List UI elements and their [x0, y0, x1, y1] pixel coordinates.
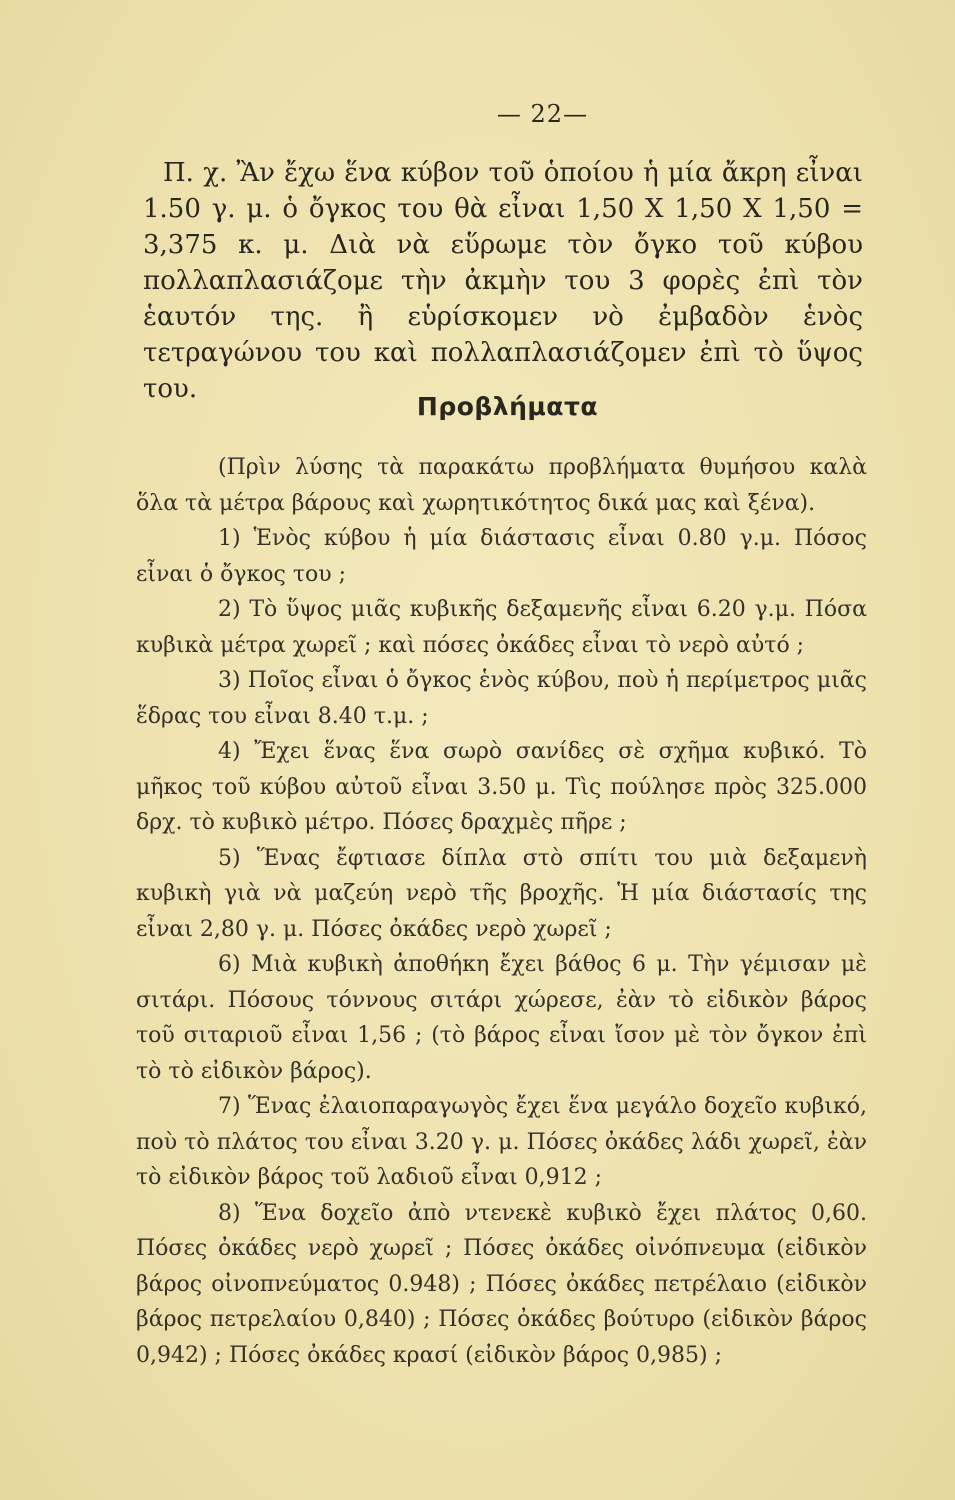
problem-item: 2) Τὸ ὕψος μιᾶς κυβικῆς δεξαμενῆς εἶναι 6.20 γ.μ. Πόσα κυβικὰ μέτρα χωρεῖ ; καὶ πόσες ὀκάδες εἶναι τὸ νερὸ αὐτό ;: [136, 597, 867, 658]
problems-note: (Πρὶν λύσης τὰ παρακάτω προβλήματα θυμήσου καλὰ ὅλα τὰ μέτρα βάρους καὶ χωρητικότητος δικά μας καὶ ξένα).: [136, 455, 867, 516]
problem-item: 6) Μιὰ κυβικὴ ἀποθήκη ἔχει βάθος 6 μ. Τὴν γέμισαν μὲ σιτάρι. Πόσους τόννους σιτάρι χώρεσε, ἐὰν τὸ εἰδικὸν βάρος τοῦ σιταριοῦ εἶναι 1,56 ; (τὸ βάρος εἶναι ἴσον μὲ τὸν ὄγκον ἐπὶ τὸ τὸ εἰδικὸν βάρος).: [136, 952, 867, 1084]
problem-item: 5) Ἕνας ἔφτιασε δίπλα στὸ σπίτι του μιὰ δεξαμενὴ κυβικὴ γιὰ νὰ μαζεύη νερὸ τῆς βροχῆς. Ἡ μία διάστασίς της εἶναι 2,80 γ. μ. Πόσες ὀκάδες νερὸ χωρεῖ ;: [136, 845, 867, 942]
problem-item: 1) Ἑνὸς κύβου ἡ μία διάστασις εἶναι 0.80 γ.μ. Πόσος εἶναι ὁ ὄγκος του ;: [136, 526, 867, 587]
problem-item: 8) Ἕνα δοχεῖο ἀπὸ ντενεκὲ κυβικὸ ἔχει πλάτος 0,60. Πόσες ὀκάδες νερὸ χωρεῖ ; Πόσες ὀκάδες οἰνόπνευμα (εἰδικὸν βάρος οἰνοπνεύματος 0.948) ; Πόσες ὀκάδες πετρέλαιο (εἰδικὸν βάρος πετρελαίου 0,840) ; Πόσες ὀκάδες βούτυρο (εἰδικὸν βάρος 0,942) ; Πόσες ὀκάδες κρασί (εἰδικὸν βάρος 0,985) ;: [136, 1200, 867, 1368]
problems-list: [0, 450, 955, 1373]
section-heading: Προβλήματα: [416, 392, 599, 421]
intro-paragraph: Π. χ. Ἂν ἔχω ἕνα κύβον τοῦ ὁποίου ἡ μία ἄκρη εἶναι 1.50 γ. μ. ὁ ὄγκος του θὰ εἶναι 1,50 X 1,50 X 1,50 = 3,375 κ. μ. Διὰ νὰ εὕρωμε τὸν ὄγκο τοῦ κύβου πολλαπλασιάζομε τὴν ἀκμὴν του 3 φορὲς ἐπὶ τὸν ἑαυτόν της. ἢ εὑρίσκομεν νὸ ἐμβαδὸν ἑνὸς τετραγώνου του καὶ πολλαπλασιάζομεν ἐπὶ τὸ ὕψος του.: [143, 158, 863, 404]
problem-item: 7) Ἕνας ἐλαιοπαραγωγὸς ἔχει ἕνα μεγάλο δοχεῖο κυβικό, ποὺ τὸ πλάτος του εἶναι 3.20 γ. μ. Πόσες ὀκάδες λάδι χωρεῖ, ἐὰν τὸ εἰδικὸν βάρος τοῦ λαδιοῦ εἶναι 0,912 ;: [136, 1094, 867, 1190]
page-number: — 22—: [496, 100, 589, 128]
problem-item: 3) Ποῖος εἶναι ὁ ὄγκος ἑνὸς κύβου, ποὺ ἡ περίμετρος μιᾶς ἕδρας του εἶναι 8.40 τ.μ. ;: [136, 668, 867, 729]
problem-item: 4) Ἔχει ἕνας ἕνα σωρὸ σανίδες σὲ σχῆμα κυβικό. Τὸ μῆκος τοῦ κύβου αὐτοῦ εἶναι 3.50 μ. Τὶς πούλησε πρὸς 325.000 δρχ. τὸ κυβικὸ μέτρο. Πόσες δραχμὲς πῆρε ;: [136, 739, 867, 835]
